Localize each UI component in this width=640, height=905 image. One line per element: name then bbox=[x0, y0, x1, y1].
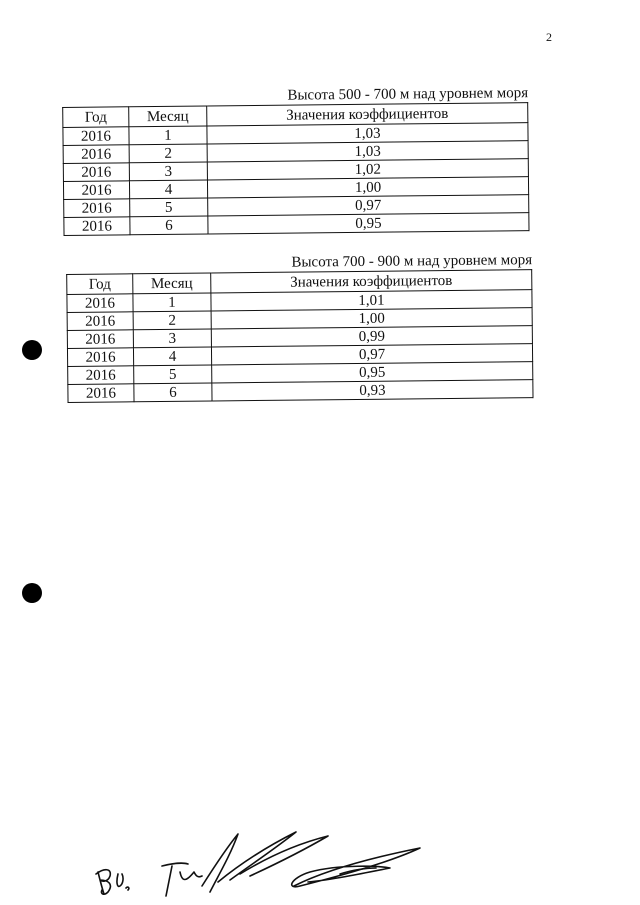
column-header-year: Год bbox=[63, 107, 129, 128]
year-cell: 2016 bbox=[68, 366, 134, 385]
year-cell: 2016 bbox=[67, 294, 133, 313]
coefficient-cell: 0,97 bbox=[211, 344, 532, 365]
year-cell: 2016 bbox=[64, 217, 130, 236]
column-header-month: Месяц bbox=[133, 273, 211, 294]
table-row bbox=[68, 380, 533, 403]
altitude-table-title: Высота 500 - 700 м над уровнем моря bbox=[287, 85, 529, 104]
year-cell: 2016 bbox=[68, 384, 134, 403]
month-cell: 2 bbox=[129, 144, 207, 163]
column-header-month: Месяц bbox=[129, 106, 207, 127]
month-cell: 5 bbox=[130, 198, 208, 217]
month-cell: 5 bbox=[134, 365, 212, 384]
month-cell: 3 bbox=[129, 162, 207, 181]
column-header-year: Год bbox=[67, 274, 133, 295]
table-row bbox=[64, 213, 529, 236]
page-number: 2 bbox=[546, 30, 552, 44]
month-cell: 2 bbox=[133, 311, 211, 330]
coefficient-cell: 1,02 bbox=[207, 159, 528, 180]
coefficient-cell: 1,00 bbox=[207, 177, 528, 198]
altitude-table-block-700-900 bbox=[66, 251, 534, 403]
month-cell: 3 bbox=[133, 329, 211, 348]
coefficient-cell: 0,95 bbox=[212, 362, 533, 383]
coefficient-cell: 0,99 bbox=[211, 326, 532, 347]
month-cell: 6 bbox=[134, 383, 212, 402]
year-cell: 2016 bbox=[63, 127, 129, 146]
punch-hole bbox=[22, 340, 42, 360]
coefficients-table bbox=[62, 102, 529, 236]
year-cell: 2016 bbox=[67, 348, 133, 367]
month-cell: 6 bbox=[130, 216, 208, 235]
coefficients-table bbox=[66, 269, 533, 403]
coefficient-cell: 1,03 bbox=[207, 141, 528, 162]
coefficient-cell: 0,95 bbox=[208, 213, 529, 234]
year-cell: 2016 bbox=[63, 181, 129, 200]
coefficient-cell: 0,93 bbox=[212, 380, 533, 401]
altitude-table-title: Высота 700 - 900 м над уровнем моря bbox=[291, 252, 533, 271]
column-header-coefficient: Значения коэффициентов bbox=[207, 103, 528, 126]
coefficient-cell: 1,01 bbox=[211, 290, 532, 311]
month-cell: 4 bbox=[133, 347, 211, 366]
month-cell: 1 bbox=[129, 126, 207, 145]
year-cell: 2016 bbox=[67, 312, 133, 331]
coefficient-cell: 1,03 bbox=[207, 123, 528, 144]
year-cell: 2016 bbox=[63, 163, 129, 182]
year-cell: 2016 bbox=[63, 145, 129, 164]
handwritten-signature bbox=[90, 828, 430, 900]
year-cell: 2016 bbox=[67, 330, 133, 349]
month-cell: 4 bbox=[129, 180, 207, 199]
punch-hole bbox=[22, 583, 42, 603]
month-cell: 1 bbox=[133, 293, 211, 312]
column-header-coefficient: Значения коэффициентов bbox=[211, 270, 532, 293]
year-cell: 2016 bbox=[64, 199, 130, 218]
coefficient-cell: 0,97 bbox=[208, 195, 529, 216]
coefficient-cell: 1,00 bbox=[211, 308, 532, 329]
altitude-table-block-500-700 bbox=[62, 84, 530, 236]
